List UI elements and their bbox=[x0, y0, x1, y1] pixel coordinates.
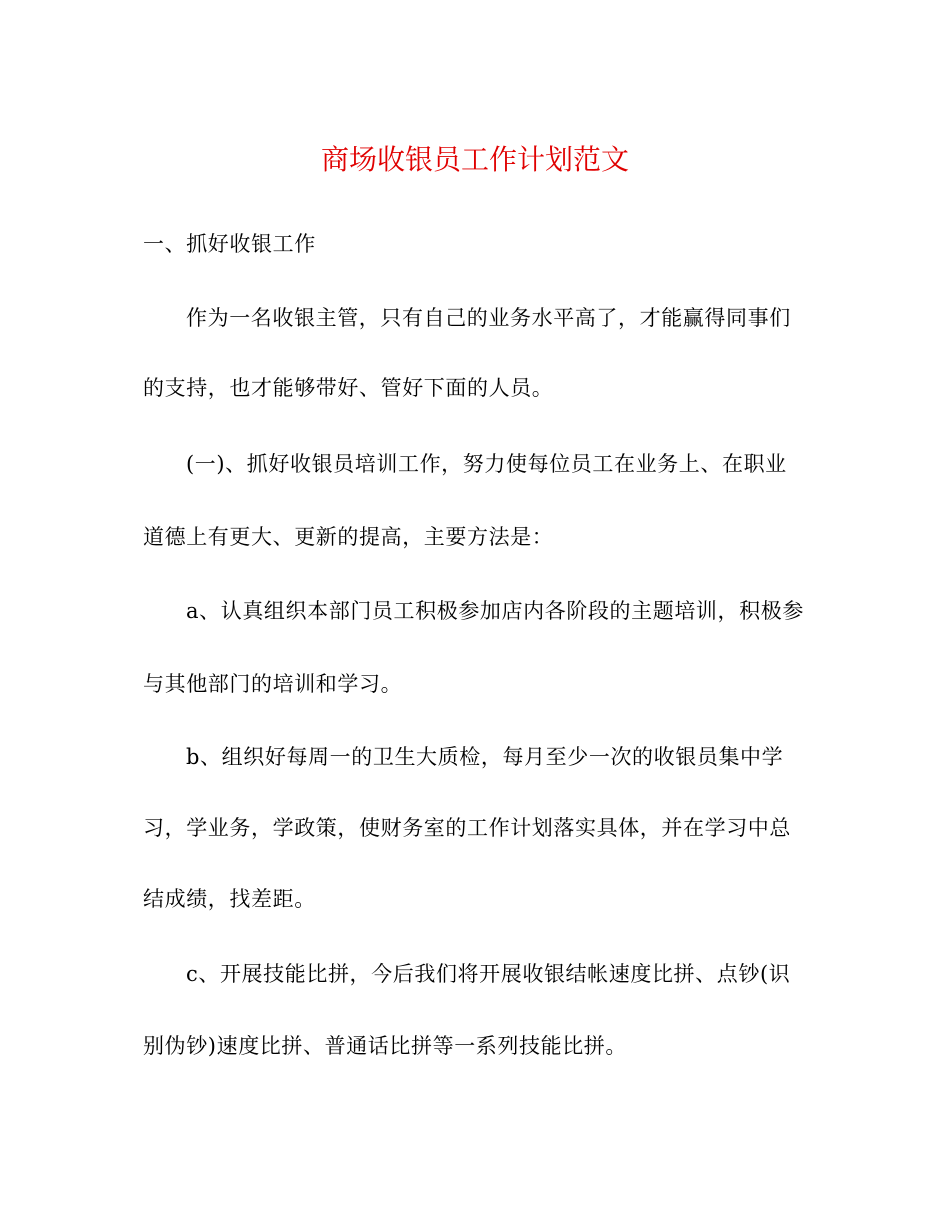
section-heading: 一、抓好收银工作 bbox=[143, 232, 316, 256]
paragraph-line: 结成绩，找差距。 bbox=[143, 887, 316, 911]
paragraph-line: 作为一名收银主管，只有自己的业务水平高了，才能赢得同事们 bbox=[186, 306, 791, 330]
paragraph-line: 别伪钞)速度比拼、普通话比拼等一系列技能比拼。 bbox=[143, 1034, 627, 1058]
paragraph-line: b、组织好每周一的卫生大质检，每月至少一次的收银员集中学 bbox=[186, 745, 784, 769]
document-title: 商场收银员工作计划范文 bbox=[320, 143, 629, 176]
paragraph-line: 习，学业务，学政策，使财务室的工作计划落实具体，并在学习中总 bbox=[143, 816, 791, 840]
paragraph-line: c、开展技能比拼，今后我们将开展收银结帐速度比拼、点钞(识 bbox=[186, 962, 791, 986]
paragraph-line: 的支持，也才能够带好、管好下面的人员。 bbox=[143, 376, 554, 400]
paragraph-line: a、认真组织本部门员工积极参加店内各阶段的主题培训，积极参 bbox=[186, 599, 804, 623]
paragraph-line: 与其他部门的培训和学习。 bbox=[143, 672, 403, 696]
paragraph-line: 道德上有更大、更新的提高，主要方法是： bbox=[143, 525, 554, 549]
paragraph-line: (一)、抓好收银员培训工作，努力使每位员工在业务上、在职业 bbox=[186, 452, 787, 476]
